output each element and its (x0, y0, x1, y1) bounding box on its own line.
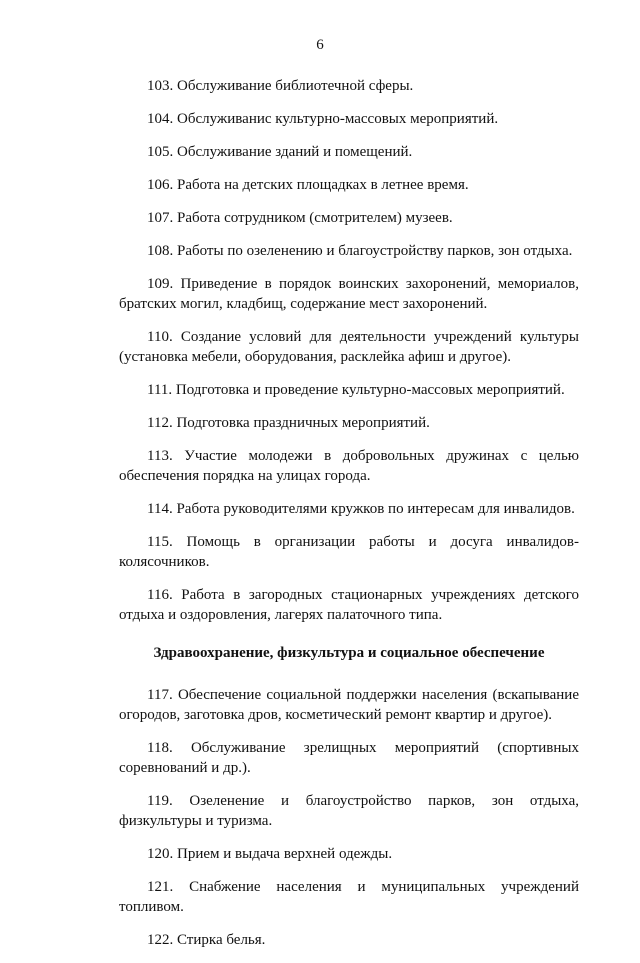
document-body (119, 76, 579, 963)
list-item-104: 104. Обслуживанис культурно-массовых мероприятий. (147, 111, 499, 127)
list-item-119: 119. Озеленение и благоустройство парков, зон отдыха, физкультуры и туризма. (119, 793, 579, 829)
section-heading: Здравоохранение, физкультура и социальное обеспечение (153, 645, 545, 661)
list-item-113: 113. Участие молодежи в добровольных дружинах с целью обеспечения порядка на улицах города. (119, 448, 579, 484)
list-item-116: 116. Работа в загородных стационарных учреждениях детского отдыха и оздоровления, лагерях палаточного типа. (119, 587, 579, 623)
list-item-121: 121. Снабжение населения и муниципальных учреждений топливом. (119, 879, 579, 915)
list-item-108: 108. Работы по озеленению и благоустройству парков, зон отдыха. (147, 243, 573, 259)
list-item-107: 107. Работа сотрудником (смотрителем) музеев. (147, 210, 453, 226)
list-item-122: 122. Стирка белья. (147, 932, 266, 948)
list-item-117: 117. Обеспечение социальной поддержки населения (вскапывание огородов, заготовка дров, косметический ремонт квартир и другое). (119, 687, 579, 723)
list-item-105: 105. Обслуживание зданий и помещений. (147, 144, 413, 160)
list-item-114: 114. Работа руководителями кружков по интересам для инвалидов. (147, 501, 575, 517)
list-item-115: 115. Помощь в организации работы и досуга инвалидов-колясочников. (119, 534, 579, 570)
list-item-109: 109. Приведение в порядок воинских захоронений, мемориалов, братских могил, кладбищ, содержание мест захоронений. (119, 276, 579, 312)
page-number: 6 (316, 37, 324, 53)
list-section-b (119, 685, 579, 950)
list-item-111: 111. Подготовка и проведение культурно-массовых мероприятий. (147, 382, 565, 398)
list-item-103: 103. Обслуживание библиотечной сферы. (147, 78, 414, 94)
list-section-a (119, 76, 579, 625)
list-item-118: 118. Обслуживание зрелищных мероприятий (спортивных соревнований и др.). (119, 740, 579, 776)
list-item-112: 112. Подготовка праздничных мероприятий. (147, 415, 430, 431)
list-item-106: 106. Работа на детских площадках в летнее время. (147, 177, 469, 193)
list-item-110: 110. Создание условий для деятельности учреждений культуры (установка мебели, оборудования, расклейка афиш и другое). (119, 329, 579, 365)
list-item-120: 120. Прием и выдача верхней одежды. (147, 846, 393, 862)
